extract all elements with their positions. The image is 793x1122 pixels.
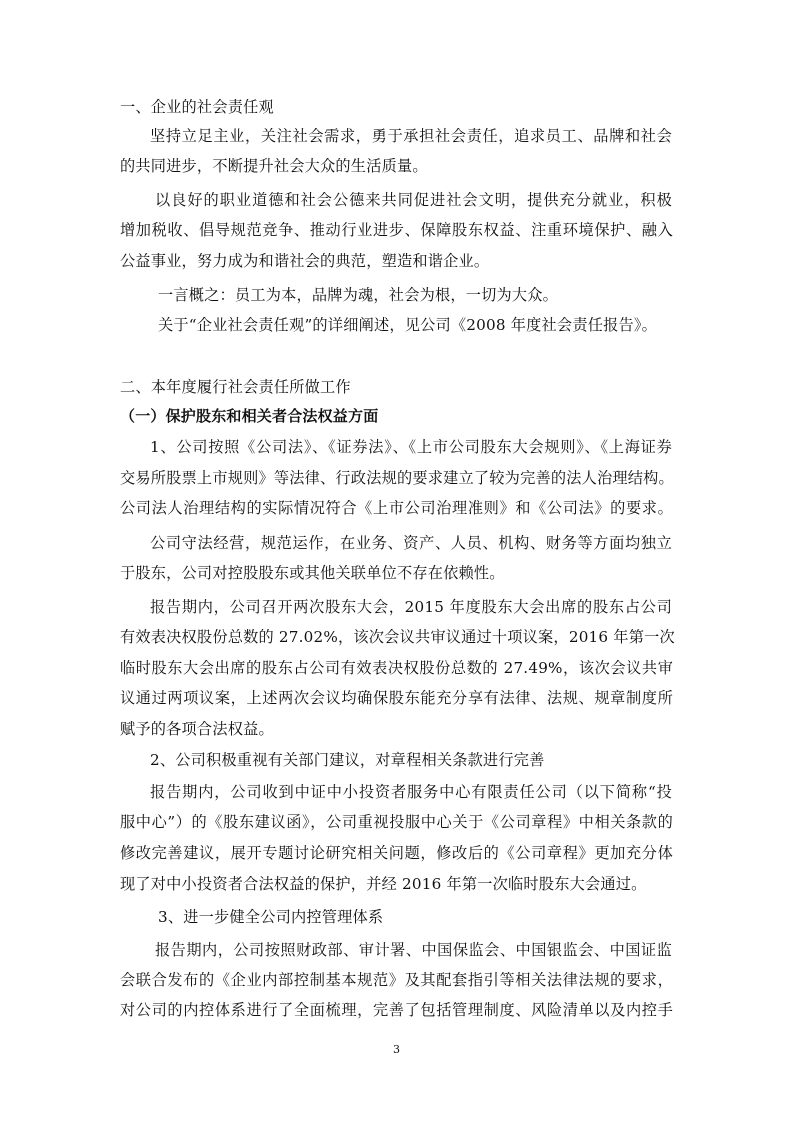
paragraph-line: 公司守法经营，规范运作，在业务、资产、人员、机构、财务等方面均独立 — [150, 534, 672, 552]
paragraph-line: 会联合发布的《企业内部控制基本规范》及其配套指引等相关法律法规的要求， — [120, 971, 673, 989]
paragraph-line: 报告期内，公司按照财政部、审计署、中国保监会、中国银监会、中国证监 — [155, 941, 672, 959]
paragraph-line: 现了对中小投资者合法权益的保护，并经 2016 年第一次临时股东大会通过。 — [120, 875, 647, 893]
paragraph-line: 有效表决权股份总数的 27.02%，该次会议共审议通过十项议案，2016 年第一次 — [120, 628, 675, 646]
section-heading-1: 一、企业的社会责任观 — [120, 98, 274, 116]
paragraph-line: 公益事业，努力成为和谐社会的典范，塑造和谐企业。 — [120, 252, 490, 270]
paragraph-line: 关于“企业社会责任观”的详细阐述，见公司《2008 年度社会责任报告》。 — [158, 316, 658, 334]
paragraph-line: 于股东，公司对控股股东或其他关联单位不存在依赖性。 — [120, 564, 505, 582]
paragraph-line: 的共同进步，不断提升社会大众的生活质量。 — [120, 157, 428, 175]
paragraph-line: 交易所股票上市规则》等法律、行政法规的要求建立了较为完善的法人治理结构。 — [120, 469, 674, 487]
paragraph-line: 赋予的各项合法权益。 — [120, 720, 274, 738]
subsection-heading-1: （一）保护股东和相关者合法权益方面 — [120, 407, 379, 425]
paragraph-line: 临时股东大会出席的股东占公司有效表决权股份总数的 27.49%，该次会议共审 — [120, 659, 673, 677]
paragraph-line: 服中心”）的《股东建议函》，公司重视投服中心关于《公司章程》中相关条款的 — [120, 813, 673, 831]
paragraph-line: 对公司的内控体系进行了全面梳理，完善了包括管理制度、风险清单以及内控手 — [120, 1001, 673, 1019]
paragraph-line: 1、公司按照《公司法》、《证券法》、《上市公司股东大会规则》、《上海证券 — [150, 438, 672, 456]
paragraph-line: 公司法人治理结构的实际情况符合《上市公司治理准则》和《公司法》的要求。 — [120, 499, 673, 517]
paragraph-line: 议通过两项议案，上述两次会议均确保股东能充分享有法律、法规、规章制度所 — [120, 689, 673, 707]
paragraph-line: 坚持立足主业，关注社会需求，勇于承担社会责任，追求员工、品牌和社会 — [150, 127, 672, 145]
page-number: 3 — [393, 1043, 400, 1056]
section-heading-2: 二、本年度履行社会责任所做工作 — [120, 378, 351, 396]
paragraph-line: 修改完善建议，展开专题讨论研究相关问题，修改后的《公司章程》更加充分体 — [120, 844, 673, 862]
paragraph-line: 以良好的职业道德和社会公德来共同促进社会文明，提供充分就业，积极 — [155, 191, 672, 209]
item-heading-3: 3、进一步健全公司内控管理体系 — [158, 908, 384, 926]
paragraph-line: 一言概之：员工为本，品牌为魂，社会为根，一切为大众。 — [158, 286, 559, 304]
paragraph-line: 报告期内，公司收到中证中小投资者服务中心有限责任公司（以下简称“投 — [150, 783, 672, 801]
item-heading-2: 2、公司积极重视有关部门建议，对章程相关条款进行完善 — [150, 751, 545, 769]
paragraph-line: 报告期内，公司召开两次股东大会，2015 年度股东大会出席的股东占公司 — [150, 598, 672, 616]
paragraph-line: 增加税收、倡导规范竞争、推动行业进步、保障股东权益、注重环境保护、融入 — [120, 221, 673, 239]
